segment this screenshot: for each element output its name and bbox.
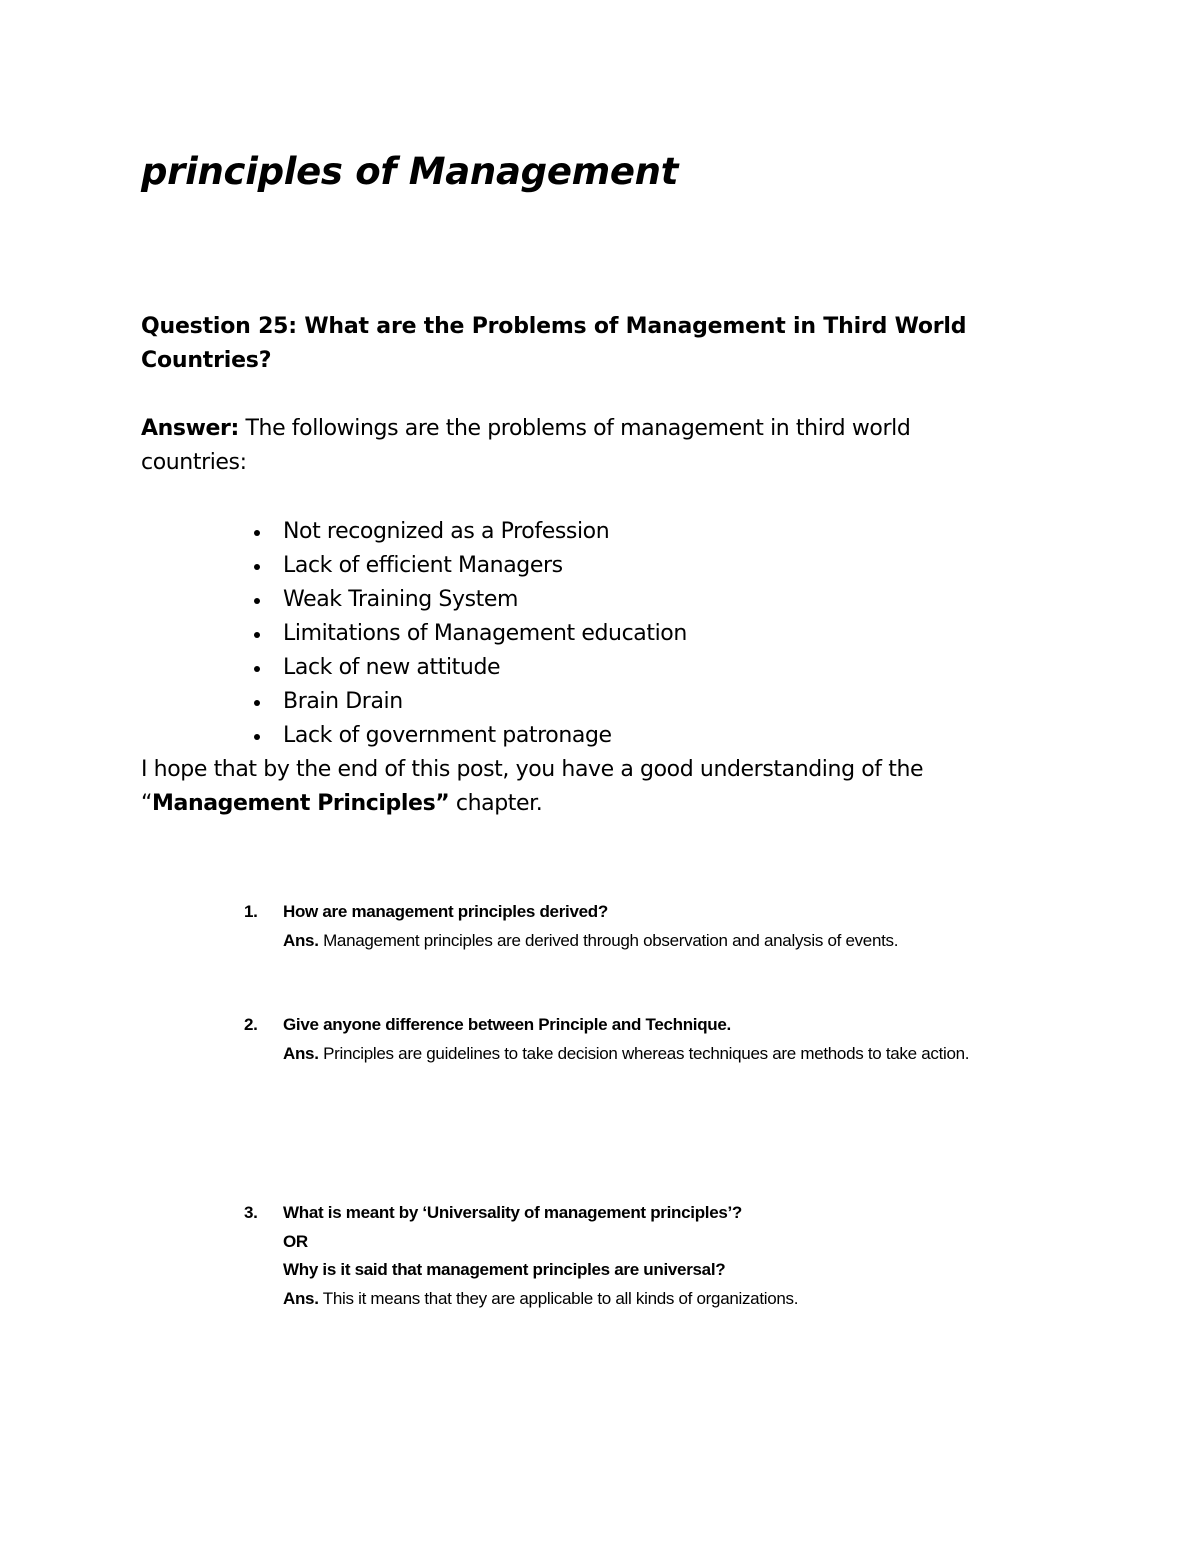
faq-item bbox=[244, 1011, 1044, 1068]
closing-text-end: chapter. bbox=[449, 791, 543, 816]
bullet-icon bbox=[254, 632, 260, 638]
closing-paragraph bbox=[141, 753, 1041, 821]
bullet-icon bbox=[254, 598, 260, 604]
list-item-text: Limitations of Management education bbox=[283, 621, 687, 646]
faq-answer-label: Ans. bbox=[283, 1288, 319, 1308]
list-item-text: Lack of government patronage bbox=[283, 723, 612, 748]
faq-body bbox=[283, 1011, 1044, 1068]
faq-answer: This it means that they are applicable to all kinds of organizations. bbox=[318, 1288, 799, 1308]
problems-list bbox=[244, 515, 687, 753]
faq-answer: Principles are guidelines to take decision whereas techniques are methods to take action. bbox=[318, 1043, 970, 1063]
faq-answer-label: Ans. bbox=[283, 1043, 319, 1063]
list-item-text: Lack of new attitude bbox=[283, 655, 501, 680]
document-title: principles of Management bbox=[141, 150, 679, 193]
list-item bbox=[244, 583, 687, 617]
faq-question: How are management principles derived? bbox=[283, 902, 608, 921]
answer-label: Answer: bbox=[141, 416, 239, 441]
faq-item bbox=[244, 898, 1044, 955]
bullet-icon bbox=[254, 700, 260, 706]
list-item bbox=[244, 685, 687, 719]
list-item-text: Not recognized as a Profession bbox=[283, 519, 610, 544]
faq-question: Give anyone difference between Principle and Technique. bbox=[283, 1015, 731, 1034]
faq-or-separator: OR bbox=[283, 1231, 308, 1251]
faq-number: 1. bbox=[244, 902, 258, 921]
bullet-icon bbox=[254, 564, 260, 570]
answer-paragraph bbox=[141, 412, 1021, 480]
list-item bbox=[244, 617, 687, 651]
faq-question: What is meant by ‘Universality of management principles’? bbox=[283, 1203, 743, 1222]
closing-bold-text: Management Principles” bbox=[152, 791, 450, 816]
list-item bbox=[244, 515, 687, 549]
question-heading: Question 25: What are the Problems of Management in Third World Countries? bbox=[141, 314, 967, 373]
list-item-text: Brain Drain bbox=[283, 689, 403, 714]
faq-answer-label: Ans. bbox=[283, 930, 319, 950]
closing-text-start: I hope that by the end of this post, you have a good understanding of the “ bbox=[141, 757, 924, 816]
faq-number: 3. bbox=[244, 1203, 258, 1222]
list-item bbox=[244, 651, 687, 685]
bullet-icon bbox=[254, 666, 260, 672]
answer-text: The followings are the problems of management in third world countries: bbox=[141, 416, 911, 475]
bullet-icon bbox=[254, 734, 260, 740]
faq-answer: Management principles are derived through observation and analysis of events. bbox=[318, 930, 899, 950]
faq-body bbox=[283, 898, 1044, 955]
list-item-text: Weak Training System bbox=[283, 587, 519, 612]
faq-item bbox=[244, 1199, 1044, 1313]
faq-body bbox=[283, 1199, 1044, 1313]
list-item-text: Lack of efficient Managers bbox=[283, 553, 563, 578]
list-item bbox=[244, 549, 687, 583]
bullet-icon bbox=[254, 530, 260, 536]
faq-question-alt: Why is it said that management principles are universal? bbox=[283, 1260, 726, 1279]
list-item bbox=[244, 719, 687, 753]
faq-number: 2. bbox=[244, 1015, 258, 1034]
